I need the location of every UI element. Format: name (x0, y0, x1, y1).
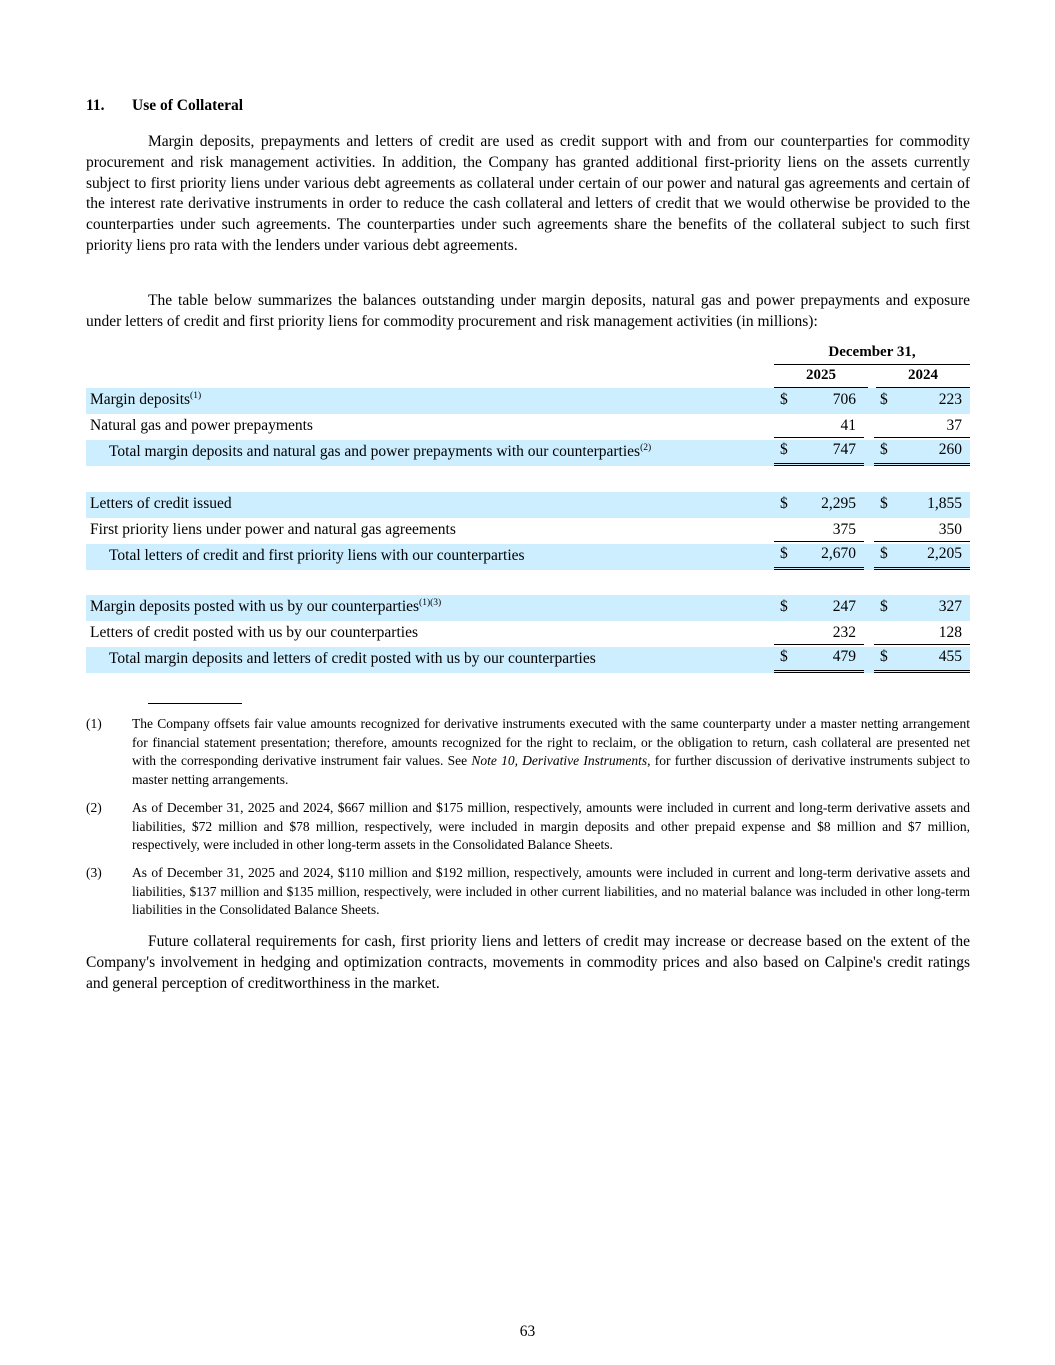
footnote-number: (2) (86, 800, 102, 815)
footnote-text: As of December 31, 2025 and 2024, $667 million and $175 million, respectively, amounts were included in current and long-term derivative assets and liabilities, $72 million and $78 million, respectively, were included in margin deposits and other prepaid expense and $8 million and $7 million, respectively, were included in other long-term assets in the Consolidated Balance Sheets. (132, 800, 970, 852)
row-label: Total margin deposits and natural gas and power prepayments with our counterparties (109, 443, 641, 460)
column-header-2024: 2024 (876, 367, 970, 388)
value-2024: 128 (938, 624, 962, 641)
currency-symbol: $ (780, 648, 788, 665)
value-2025: 247 (832, 598, 856, 615)
table-row (86, 414, 970, 440)
value-2025: 41 (840, 417, 856, 434)
table-row (86, 518, 970, 544)
value-2024: 327 (938, 598, 962, 615)
footnote-ref: (1) (190, 391, 202, 401)
value-2024: 223 (938, 391, 962, 408)
section-heading (86, 97, 243, 115)
value-2024: 455 (938, 648, 962, 665)
row-label: First priority liens under power and natural gas agreements (90, 521, 456, 538)
table-row-total (86, 440, 970, 466)
currency-symbol: $ (780, 495, 788, 512)
section-number: 11. (86, 97, 105, 114)
closing-paragraph: Future collateral requirements for cash, first priority liens and letters of credit may increase or decrease based on the extent of the Company's involvement in hedging and optimization contracts, movements in commodity prices and also based on Calpine's credit ratings and general perception of creditworthiness in the market. (86, 933, 970, 992)
table-row (86, 492, 970, 518)
row-label: Total margin deposits and letters of credit posted with us by our counterparties (109, 650, 596, 667)
value-2025: 747 (832, 441, 856, 458)
currency-symbol: $ (880, 441, 888, 458)
row-label: Margin deposits (90, 391, 191, 408)
currency-symbol: $ (880, 495, 888, 512)
value-2024: 2,205 (927, 545, 962, 562)
currency-symbol: $ (780, 391, 788, 408)
currency-symbol: $ (780, 441, 788, 458)
currency-symbol: $ (780, 598, 788, 615)
row-label: Margin deposits posted with us by our counterparties (90, 598, 420, 615)
footnote-number: (3) (86, 865, 102, 880)
table-row-total (86, 647, 970, 673)
currency-symbol: $ (880, 648, 888, 665)
value-2024: 37 (946, 417, 962, 434)
note-reference: Note 10, Derivative Instruments (471, 753, 648, 768)
value-2025: 2,670 (821, 545, 856, 562)
value-2024: 350 (938, 521, 962, 538)
table-header-date: December 31, (774, 344, 970, 365)
value-2024: 260 (938, 441, 962, 458)
currency-symbol: $ (880, 545, 888, 562)
currency-symbol: $ (880, 598, 888, 615)
table-row (86, 388, 970, 414)
footnote-ref: (1)(3) (419, 598, 442, 608)
row-label: Letters of credit issued (90, 495, 232, 512)
value-2025: 706 (832, 391, 856, 408)
table-row-total (86, 544, 970, 570)
footnote-text: The Company offsets fair value amounts recognized for derivative instruments executed with the same counterparty under a master netting arrangement for financial statement presentation; therefore, amounts recognized for the right to reclaim, or the obligation to return, cash collateral are presented net with the corresponding derivative instrument fair values. See (132, 716, 970, 768)
footnote-text: , for further discussion of derivative instruments subject to master netting arrangements. (132, 753, 970, 787)
table-row (86, 621, 970, 647)
footnote-divider (148, 703, 242, 704)
value-2025: 232 (832, 624, 856, 641)
value-2025: 479 (832, 648, 856, 665)
intro-paragraph: Margin deposits, prepayments and letters of credit are used as credit support with and from our counterparties for commodity procurement and risk management activities. In addition, the Company has granted additional first-priority liens on the assets currently subject to first priority liens under various debt agreements as collateral under certain of our power and natural gas agreements and certain of the interest rate derivative instruments in order to reduce the cash collateral and letters of credit that we would otherwise be provided to the counterparties under such agreements. The counterparties under such agreements share the benefits of the collateral subject to such first priority liens pro rata with the lenders under various debt agreements. (86, 133, 970, 254)
table-intro-paragraph: The table below summarizes the balances outstanding under margin deposits, natural gas and power prepayments and exposure under letters of credit and first priority liens for commodity procurement and risk management activities (in millions): (86, 292, 970, 330)
value-2024: 1,855 (927, 495, 962, 512)
table-row (86, 595, 970, 621)
section-title: Use of Collateral (132, 97, 244, 114)
footnote-number: (1) (86, 716, 102, 731)
footnote-ref: (2) (640, 443, 652, 453)
currency-symbol: $ (780, 545, 788, 562)
currency-symbol: $ (880, 391, 888, 408)
page-number: 63 (519, 1323, 536, 1340)
footnote-text: As of December 31, 2025 and 2024, $110 million and $192 million, respectively, amounts were included in current and long-term derivative assets and liabilities, $137 million and $135 million, respectively, were included in other current liabilities, and no material balance was included in other long-term liabilities in the Consolidated Balance Sheets. (132, 865, 970, 917)
row-label: Total letters of credit and first priority liens with our counterparties (109, 547, 525, 564)
column-header-2025: 2025 (774, 367, 868, 388)
row-label: Natural gas and power prepayments (90, 417, 313, 434)
value-2025: 375 (832, 521, 856, 538)
value-2025: 2,295 (821, 495, 856, 512)
row-label: Letters of credit posted with us by our counterparties (90, 624, 418, 641)
